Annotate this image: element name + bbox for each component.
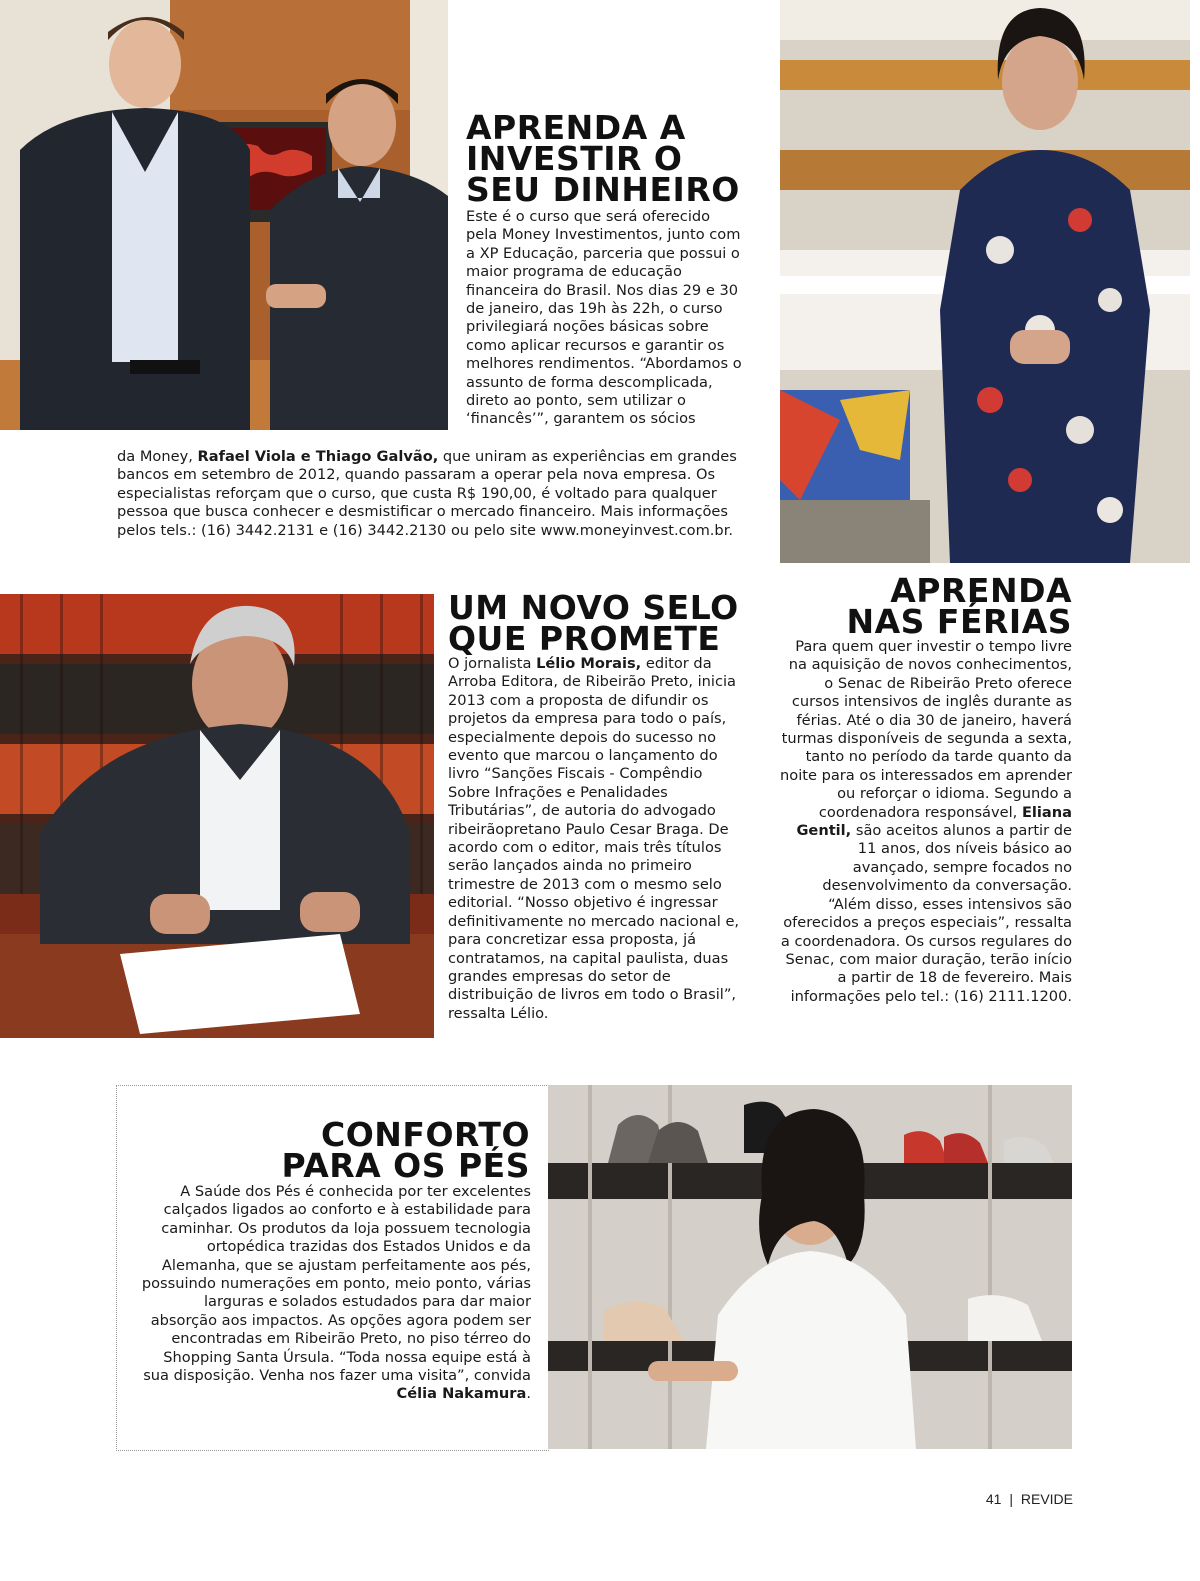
- selo-title-line1: UM NOVO SELO: [448, 588, 739, 627]
- page-number: 41: [985, 1491, 1002, 1507]
- ferias-title-line2: NAS FÉRIAS: [846, 602, 1072, 641]
- investir-title-line2: INVESTIR O: [466, 139, 683, 178]
- photo-eliana-gentil: [780, 0, 1190, 563]
- ferias-body-column: [778, 638, 1072, 1006]
- selo-title-line2: QUE PROMETE: [448, 619, 721, 658]
- ferias-title-line1: APRENDA: [890, 571, 1072, 610]
- selo-body: [448, 655, 742, 1023]
- investir-body-2-post: que uniram as experiências em grandes bancos em setembro de 2012, quando passaram a operar pela nova empresa. Os especialistas reforçam que o curso, que custa R$ 190,00, é voltado para qualquer pessoa que busca conhecer e desmistificar o mercado financeiro. Mais informações pelos tels.: (16) 3442.2131 e (16) 3442.2130 ou pelo site www.moneyinvest.com.br.: [117, 448, 737, 539]
- conforto-title: [281, 1115, 530, 1185]
- conforto-body-column: [140, 1183, 531, 1404]
- magazine-name: REVIDE: [1020, 1491, 1073, 1507]
- selo-body-post: editor da Arroba Editora, de Ribeirão Preto, inicia 2013 com a proposta de difundir os projetos da empresa para todo o país, especialmente depois do sucesso no evento que marcou o lançamento do livro “Sanções Fiscais - Compêndio Sobre Infrações e Penalidades Tributárias”, de autoria do advogado ribeirãopretano Paulo Cesar Braga. De acordo com o editor, mais três títulos serão lançados ainda no primeiro trimestre de 2013 com o mesmo selo editorial. “Nosso objetivo é ingressar definitivamente no mercado nacional e, para concretizar essa proposta, já contratamos, na capital paulista, duas grandes empresas do setor de distribuição de livros em todo o Brasil”, ressalta Lélio.: [448, 655, 740, 1022]
- photo-celia-nakamura-illustration: [548, 1085, 1072, 1449]
- conforto-body-post: .: [526, 1385, 531, 1403]
- investir-title-line1: APRENDA A: [466, 108, 686, 147]
- investir-body-2-names: Rafael Viola e Thiago Galvão,: [197, 448, 439, 465]
- selo-title: [448, 588, 739, 658]
- ferias-body-post: são aceitos alunos a partir de 11 anos, dos níveis básico ao avançado, sempre focados no desenvolvimento da conversação. “Além disso, esses intensivos são oferecidos a preços especiais”, ressalta a coordenadora. Os cursos regulares do Senac, com maior duração, terão início a partir de 18 de fevereiro. Mais informações pelo tel.: (16) 2111.1200.: [780, 822, 1072, 1005]
- investir-body-wide: [117, 448, 742, 540]
- photo-rafael-thiago: [0, 0, 448, 430]
- selo-body-pre: O jornalista: [448, 655, 537, 672]
- investir-body-2-pre: da Money,: [117, 448, 198, 465]
- ferias-body-name: Eliana Gentil,: [796, 803, 1072, 840]
- investir-title: [466, 108, 740, 209]
- ferias-body: [778, 638, 1072, 1006]
- conforto-body: [140, 1183, 531, 1404]
- footer-separator: |: [1009, 1491, 1013, 1507]
- investir-body-column: [466, 208, 742, 429]
- investir-body-2: [117, 448, 742, 540]
- ferias-body-pre: Para quem quer investir o tempo livre na aquisição de novos conhecimentos, o Senac de Ribeirão Preto oferece cursos intensivos de inglês durante as férias. Até o dia 30 de janeiro, haverá turmas disponíveis de segunda a sexta, tanto no período da tarde quanto da noite para os interessados em aprender ou reforçar o idioma. Segundo a coordenadora responsável,: [780, 638, 1072, 821]
- photo-eliana-gentil-illustration: [780, 0, 1190, 563]
- ferias-title: [846, 571, 1073, 641]
- photo-lelio-morais: [0, 594, 434, 1038]
- investir-body-1: Este é o curso que será oferecido pela Money Investimentos, junto com a XP Educação, parceria que possui o maior programa de educação financeira do Brasil. Nos dias 29 e 30 de janeiro, das 19h às 22h, o curso privilegiará noções básicas sobre como aplicar recursos e garantir os melhores rendimentos. “Abordamos o assunto de forma descomplicada, direto ao ponto, sem utilizar o ‘financês’”, garantem os sócios: [466, 208, 742, 428]
- conforto-body-name: Célia Nakamura: [396, 1385, 527, 1403]
- conforto-title-line2: PARA OS PÉS: [281, 1146, 530, 1185]
- conforto-title-line1: CONFORTO: [321, 1115, 530, 1154]
- photo-rafael-thiago-illustration: [0, 0, 448, 430]
- selo-body-name: Lélio Morais,: [536, 655, 642, 672]
- photo-lelio-morais-illustration: [0, 594, 434, 1038]
- page-footer: [986, 1491, 1073, 1507]
- selo-body-column: [448, 655, 742, 1023]
- conforto-body-pre: A Saúde dos Pés é conhecida por ter excelentes calçados ligados ao conforto e à estabilidade para caminhar. Os produtos da loja possuem tecnologia ortopédica trazidas dos Estados Unidos e da Alemanha, que se ajustam perfeitamente aos pés, possuindo numerações em ponto, meio ponto, várias larguras e solados estudados para dar maior absorção aos impactos. As opções agora podem ser encontradas em Ribeirão Preto, no piso térreo do Shopping Santa Úrsula. “Toda nossa equipe está à sua disposição. Venha nos fazer uma visita”, convida: [141, 1183, 531, 1385]
- photo-celia-nakamura: [548, 1085, 1072, 1449]
- investir-title-line3: SEU DINHEIRO: [466, 170, 740, 209]
